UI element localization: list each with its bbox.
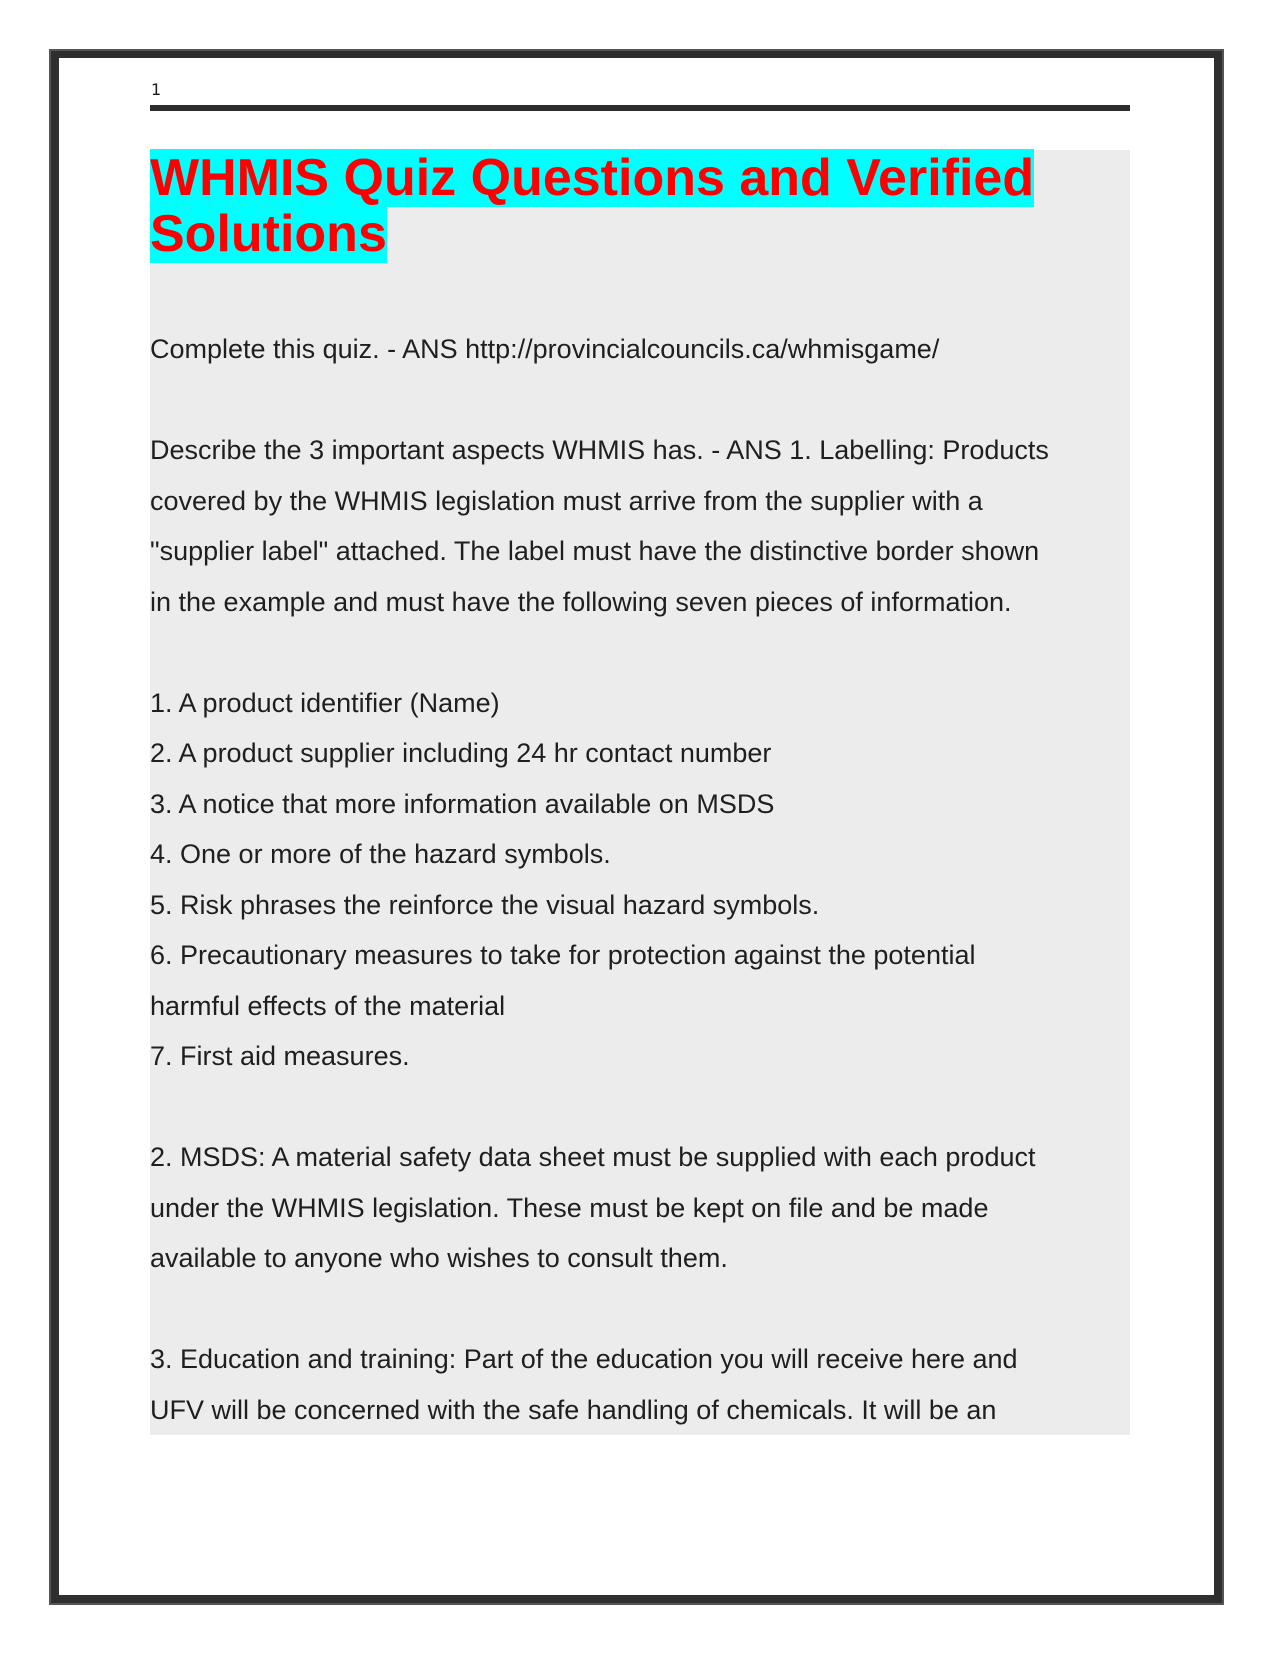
paragraph bbox=[150, 1334, 1130, 1435]
text-line-content: 6. Precautionary measures to take for protection against the potential bbox=[150, 940, 976, 970]
text-line-content: 3. A notice that more information available on MSDS bbox=[150, 788, 775, 819]
text-line-content: 5. Risk phrases the reinforce the visual hazard symbols. bbox=[150, 889, 820, 920]
text-line-content: "supplier label" attached. The label must have the distinctive border shown bbox=[150, 536, 1040, 566]
paragraph bbox=[150, 678, 1130, 1082]
text-line bbox=[150, 1385, 1130, 1436]
text-line bbox=[150, 1132, 1130, 1183]
paragraph bbox=[150, 324, 1130, 375]
text-line-content: UFV will be concerned with the safe handling of chemicals. It will be an bbox=[150, 1394, 997, 1425]
blank-line bbox=[150, 1284, 1130, 1335]
text-line bbox=[150, 779, 1130, 830]
paragraph bbox=[150, 1132, 1130, 1284]
blank-line bbox=[150, 1082, 1130, 1133]
text-line-content: 2. A product supplier including 24 hr contact number bbox=[150, 738, 772, 768]
text-line-content: 2. MSDS: A material safety data sheet must be supplied with each product bbox=[150, 1142, 1036, 1172]
text-line-content: 7. First aid measures. bbox=[150, 1041, 410, 1071]
text-line bbox=[150, 981, 1130, 1032]
text-line-content: 1. A product identifier (Name) bbox=[150, 687, 500, 718]
text-line bbox=[150, 930, 1130, 981]
text-line bbox=[150, 577, 1130, 628]
page-number: 1 bbox=[151, 80, 162, 99]
text-line-content: 4. One or more of the hazard symbols. bbox=[150, 839, 611, 869]
text-line-content: Complete this quiz. - ANS http://provincialcouncils.ca/whmisgame/ bbox=[150, 334, 940, 364]
text-line bbox=[150, 476, 1130, 527]
blank-line bbox=[150, 375, 1130, 426]
text-line bbox=[150, 728, 1130, 779]
text-line bbox=[150, 1031, 1130, 1082]
document-body bbox=[150, 150, 1130, 1435]
title-block bbox=[150, 150, 1130, 324]
text-line-content: in the example and must have the following seven pieces of information. bbox=[150, 586, 1012, 617]
text-line bbox=[150, 1334, 1130, 1385]
document-title: WHMIS Quiz Questions and Verified Solutions bbox=[150, 149, 1035, 263]
text-line bbox=[150, 1233, 1130, 1284]
header-rule bbox=[150, 105, 1130, 111]
text-line-content: 3. Education and training: Part of the education you will receive here and bbox=[150, 1344, 1018, 1374]
text-line bbox=[150, 425, 1130, 476]
text-line bbox=[150, 829, 1130, 880]
blank-line bbox=[150, 627, 1130, 678]
text-line bbox=[150, 324, 1130, 375]
text-line-content: covered by the WHMIS legislation must arrive from the supplier with a bbox=[150, 485, 983, 516]
text-line bbox=[150, 678, 1130, 729]
text-line-content: Describe the 3 important aspects WHMIS has. - ANS 1. Labelling: Products bbox=[150, 435, 1049, 465]
text-line-content: harmful effects of the material bbox=[150, 990, 506, 1021]
text-line bbox=[150, 880, 1130, 931]
text-line bbox=[150, 1183, 1130, 1234]
text-line bbox=[150, 526, 1130, 577]
document-paragraphs bbox=[150, 324, 1130, 1435]
text-line-content: under the WHMIS legislation. These must be kept on file and be made bbox=[150, 1192, 989, 1223]
text-line-content: available to anyone who wishes to consult them. bbox=[150, 1243, 728, 1273]
paragraph bbox=[150, 425, 1130, 627]
